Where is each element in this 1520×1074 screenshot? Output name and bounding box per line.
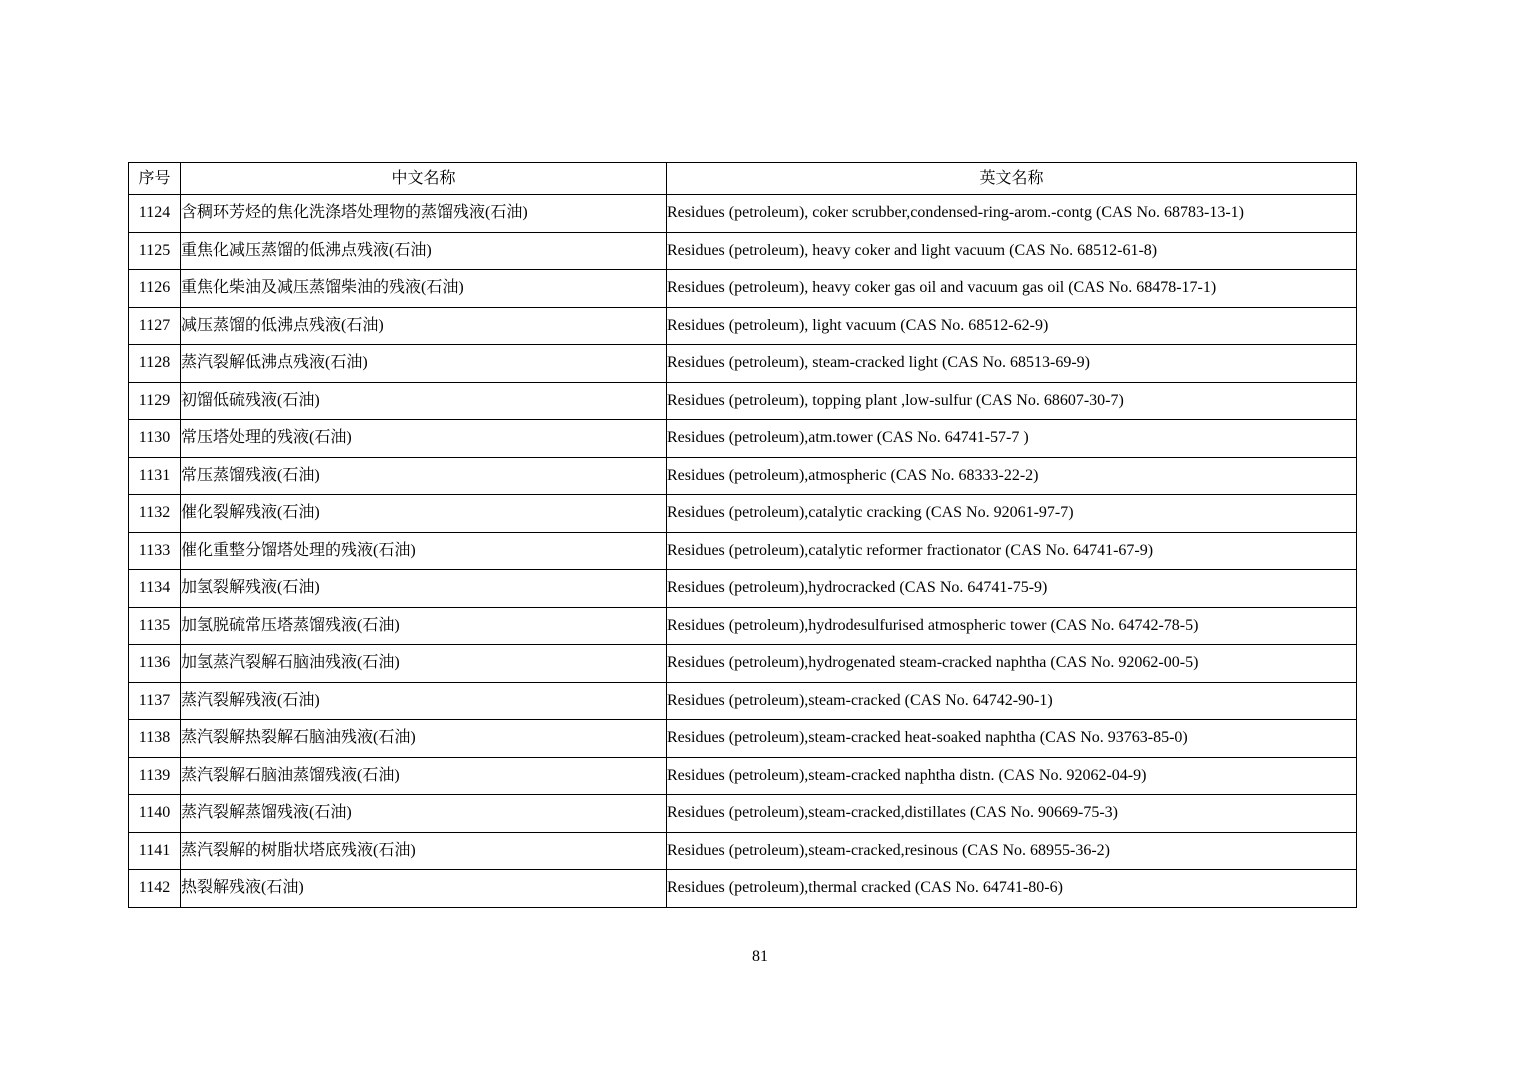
cell-english-name: Residues (petroleum),hydrogenated steam-cracked naphtha (CAS No. 92062-00-5) <box>667 645 1357 683</box>
table-row <box>129 382 1357 420</box>
page-number: 81 <box>752 948 768 965</box>
cell-english-name: Residues (petroleum), heavy coker gas oil and vacuum gas oil (CAS No. 68478-17-1) <box>667 270 1357 308</box>
cell-english-name: Residues (petroleum),steam-cracked,distillates (CAS No. 90669-75-3) <box>667 795 1357 833</box>
cell-english-name: Residues (petroleum), coker scrubber,condensed-ring-arom.-contg (CAS No. 68783-13-1) <box>667 195 1357 233</box>
cell-number: 1124 <box>129 195 181 233</box>
cell-chinese-name: 常压蒸馏残液(石油) <box>181 457 667 495</box>
cell-chinese-name: 蒸汽裂解的树脂状塔底残液(石油) <box>181 832 667 870</box>
header-chinese-name: 中文名称 <box>181 163 667 195</box>
table-row <box>129 232 1357 270</box>
cell-english-name: Residues (petroleum),atmospheric (CAS No. 68333-22-2) <box>667 457 1357 495</box>
cell-number: 1127 <box>129 307 181 345</box>
cell-english-name: Residues (petroleum),catalytic reformer fractionator (CAS No. 64741-67-9) <box>667 532 1357 570</box>
cell-chinese-name: 常压塔处理的残液(石油) <box>181 420 667 458</box>
table-row <box>129 870 1357 908</box>
cell-number: 1126 <box>129 270 181 308</box>
table-row <box>129 532 1357 570</box>
cell-number: 1142 <box>129 870 181 908</box>
table-row <box>129 420 1357 458</box>
header-english-name: 英文名称 <box>667 163 1357 195</box>
cell-number: 1141 <box>129 832 181 870</box>
cell-chinese-name: 催化裂解残液(石油) <box>181 495 667 533</box>
cell-number: 1137 <box>129 682 181 720</box>
table-row <box>129 307 1357 345</box>
cell-number: 1133 <box>129 532 181 570</box>
table-row <box>129 682 1357 720</box>
table-body <box>129 195 1357 908</box>
cell-number: 1129 <box>129 382 181 420</box>
table-row <box>129 607 1357 645</box>
cell-chinese-name: 重焦化柴油及减压蒸馏柴油的残液(石油) <box>181 270 667 308</box>
cell-english-name: Residues (petroleum),steam-cracked heat-soaked naphtha (CAS No. 93763-85-0) <box>667 720 1357 758</box>
cell-chinese-name: 催化重整分馏塔处理的残液(石油) <box>181 532 667 570</box>
cell-english-name: Residues (petroleum),catalytic cracking (CAS No. 92061-97-7) <box>667 495 1357 533</box>
cell-number: 1135 <box>129 607 181 645</box>
cell-english-name: Residues (petroleum),steam-cracked (CAS No. 64742-90-1) <box>667 682 1357 720</box>
cell-english-name: Residues (petroleum), topping plant ,low-sulfur (CAS No. 68607-30-7) <box>667 382 1357 420</box>
cell-number: 1136 <box>129 645 181 683</box>
cell-chinese-name: 加氢脱硫常压塔蒸馏残液(石油) <box>181 607 667 645</box>
cell-chinese-name: 初馏低硫残液(石油) <box>181 382 667 420</box>
cell-english-name: Residues (petroleum),thermal cracked (CAS No. 64741-80-6) <box>667 870 1357 908</box>
substance-table <box>128 162 1357 908</box>
table-row <box>129 345 1357 383</box>
cell-english-name: Residues (petroleum),steam-cracked,resinous (CAS No. 68955-36-2) <box>667 832 1357 870</box>
table-row <box>129 570 1357 608</box>
cell-english-name: Residues (petroleum),hydrocracked (CAS No. 64741-75-9) <box>667 570 1357 608</box>
cell-chinese-name: 重焦化减压蒸馏的低沸点残液(石油) <box>181 232 667 270</box>
cell-english-name: Residues (petroleum), steam-cracked light (CAS No. 68513-69-9) <box>667 345 1357 383</box>
cell-chinese-name: 蒸汽裂解蒸馏残液(石油) <box>181 795 667 833</box>
table-row <box>129 795 1357 833</box>
table-row <box>129 757 1357 795</box>
cell-chinese-name: 蒸汽裂解石脑油蒸馏残液(石油) <box>181 757 667 795</box>
table-header <box>129 163 1357 195</box>
cell-number: 1134 <box>129 570 181 608</box>
cell-chinese-name: 加氢裂解残液(石油) <box>181 570 667 608</box>
cell-english-name: Residues (petroleum),hydrodesulfurised atmospheric tower (CAS No. 64742-78-5) <box>667 607 1357 645</box>
document-page <box>128 162 1356 908</box>
cell-number: 1131 <box>129 457 181 495</box>
cell-number: 1140 <box>129 795 181 833</box>
table-row <box>129 720 1357 758</box>
cell-english-name: Residues (petroleum),steam-cracked naphtha distn. (CAS No. 92062-04-9) <box>667 757 1357 795</box>
cell-number: 1125 <box>129 232 181 270</box>
table-row <box>129 270 1357 308</box>
cell-english-name: Residues (petroleum), light vacuum (CAS No. 68512-62-9) <box>667 307 1357 345</box>
table-row <box>129 495 1357 533</box>
cell-chinese-name: 含稠环芳烃的焦化洗涤塔处理物的蒸馏残液(石油) <box>181 195 667 233</box>
cell-number: 1132 <box>129 495 181 533</box>
table-row <box>129 645 1357 683</box>
header-number: 序号 <box>129 163 181 195</box>
table-row <box>129 457 1357 495</box>
header-row <box>129 163 1357 195</box>
cell-english-name: Residues (petroleum), heavy coker and light vacuum (CAS No. 68512-61-8) <box>667 232 1357 270</box>
table-row <box>129 195 1357 233</box>
cell-number: 1130 <box>129 420 181 458</box>
cell-chinese-name: 加氢蒸汽裂解石脑油残液(石油) <box>181 645 667 683</box>
cell-chinese-name: 减压蒸馏的低沸点残液(石油) <box>181 307 667 345</box>
cell-number: 1139 <box>129 757 181 795</box>
cell-chinese-name: 蒸汽裂解残液(石油) <box>181 682 667 720</box>
cell-chinese-name: 热裂解残液(石油) <box>181 870 667 908</box>
cell-number: 1138 <box>129 720 181 758</box>
cell-number: 1128 <box>129 345 181 383</box>
cell-english-name: Residues (petroleum),atm.tower (CAS No. 64741-57-7 ) <box>667 420 1357 458</box>
table-row <box>129 832 1357 870</box>
cell-chinese-name: 蒸汽裂解热裂解石脑油残液(石油) <box>181 720 667 758</box>
cell-chinese-name: 蒸汽裂解低沸点残液(石油) <box>181 345 667 383</box>
